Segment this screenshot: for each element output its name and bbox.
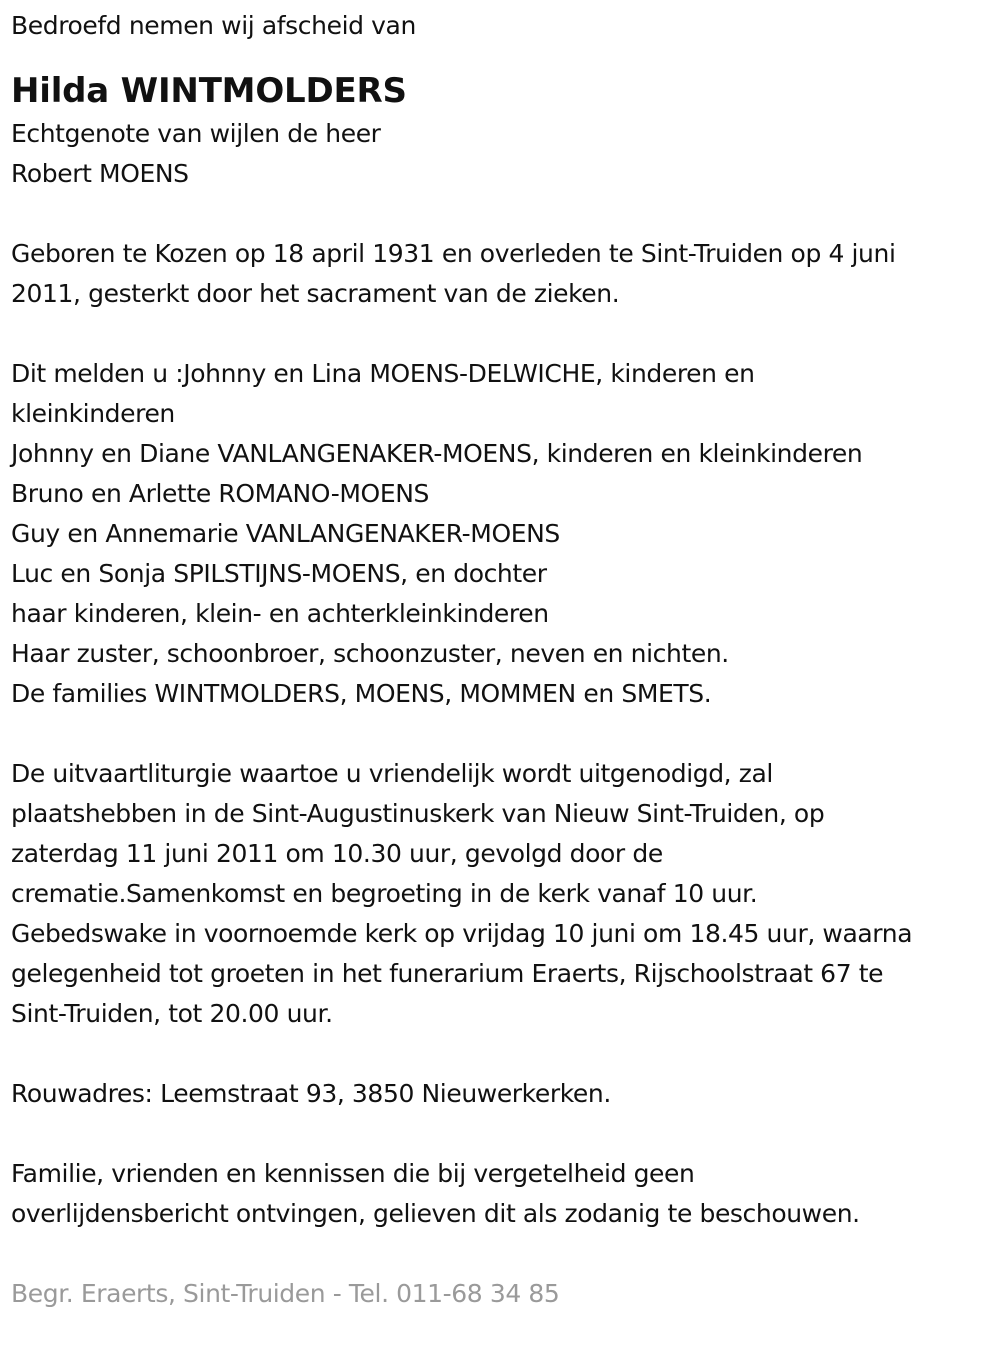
paragraph-line: plaatshebben in de Sint-Augustinuskerk van Nieuw Sint-Truiden, op [11,799,825,828]
spacer [11,1234,990,1274]
mourning-address: Rouwadres: Leemstraat 93, 3850 Nieuwerkerken. [11,1079,611,1108]
paragraph-line: Familie, vrienden en kennissen die bij vergetelheid geen [11,1159,695,1188]
paragraph-line: Bruno en Arlette ROMANO-MOENS [11,479,430,508]
paragraph-line: De uitvaartliturgie waartoe u vriendelijk wordt uitgenodigd, zal [11,759,773,788]
paragraph-line: zaterdag 11 juni 2011 om 10.30 uur, gevolgd door de [11,839,663,868]
intro-text: Bedroefd nemen wij afscheid van [11,11,416,40]
spacer [11,1114,990,1154]
deceased-name: Hilda WINTMOLDERS [11,71,407,111]
spouse-line: Echtgenote van wijlen de heer [11,119,381,148]
birth-death-paragraph [11,234,990,314]
paragraph-line: 2011, gesterkt door het sacrament van de zieken. [11,279,620,308]
paragraph-line: Sint-Truiden, tot 20.00 uur. [11,999,333,1028]
paragraph-line: Guy en Annemarie VANLANGENAKER-MOENS [11,519,560,548]
paragraph-line: Haar zuster, schoonbroer, schoonzuster, neven en nichten. [11,639,729,668]
paragraph-line: Geboren te Kozen op 18 april 1931 en overleden te Sint-Truiden op 4 juni [11,239,896,268]
spacer [11,1034,990,1074]
spacer [11,714,990,754]
spacer [11,194,990,234]
paragraph-line: overlijdensbericht ontvingen, gelieven dit als zodanig te beschouwen. [11,1199,860,1228]
announcers-paragraph [11,354,990,714]
paragraph-line: Luc en Sonja SPILSTIJNS-MOENS, en dochter [11,559,547,588]
paragraph-line: crematie.Samenkomst en begroeting in de kerk vanaf 10 uur. [11,879,758,908]
funeral-home-footer: Begr. Eraerts, Sint-Truiden - Tel. 011-68 34 85 [11,1279,560,1308]
paragraph-line: kleinkinderen [11,399,175,428]
paragraph-line: gelegenheid tot groeten in het funerarium Eraerts, Rijschoolstraat 67 te [11,959,884,988]
paragraph-line: Gebedswake in voornoemde kerk op vrijdag 10 juni om 18.45 uur, waarna [11,919,913,948]
paragraph-line: Dit melden u :Johnny en Lina MOENS-DELWICHE, kinderen en [11,359,755,388]
funeral-paragraph [11,754,990,1034]
spouse-name: Robert MOENS [11,159,189,188]
paragraph-line: Johnny en Diane VANLANGENAKER-MOENS, kinderen en kleinkinderen [11,439,863,468]
spacer [11,314,990,354]
paragraph-line: haar kinderen, klein- en achterkleinkinderen [11,599,549,628]
paragraph-line: De families WINTMOLDERS, MOENS, MOMMEN en SMETS. [11,679,712,708]
notice-paragraph [11,1154,990,1234]
